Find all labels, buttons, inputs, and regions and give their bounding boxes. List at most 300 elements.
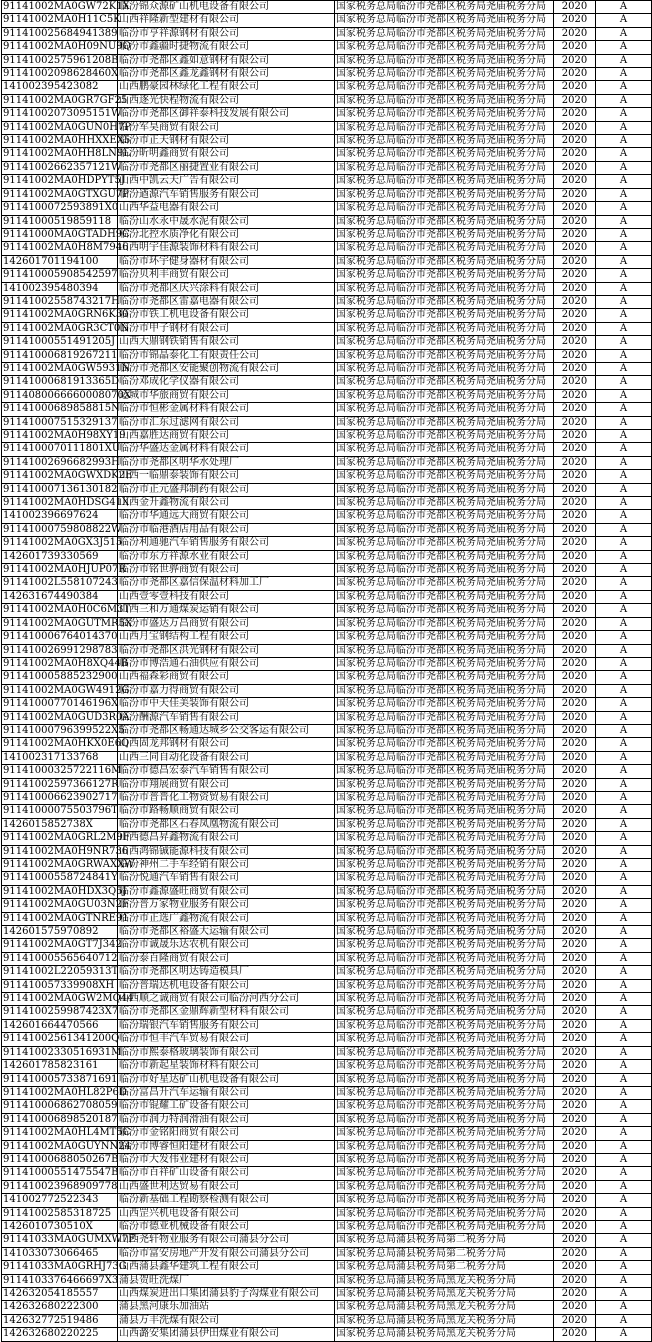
taxpayer-id-cell: 91141002MA0GRN6K30 [3,309,129,321]
tax-authority-cell: 国家税务总局临汾市尧都区税务局尧庙税务分局 [335,322,554,335]
taxpayer-id-cell: 91141002MA0GW2MQ44 [3,993,134,1005]
taxpayer-id-cell: 911410005733871691 [3,1073,118,1085]
year-cell: 2020 [554,926,596,939]
year-cell: 2020 [554,309,596,322]
credit-grade-cell: A [596,899,652,912]
year-cell: 2020 [554,54,596,67]
table-body [2,1,652,1342]
year-cell: 2020 [554,1060,596,1073]
taxpayer-id-cell: 91141002MA0H09NU9Q [3,41,131,53]
taxpayer-id-cell: 91141002MA0GTNRE91 [3,912,129,924]
tax-authority-cell: 国家税务总局蒲县税务局黑龙关税务分局 [335,1288,554,1301]
taxpayer-id-cell: 141002317133768 [2,751,118,764]
table-row [2,1100,652,1113]
credit-grade-cell: A [596,738,652,751]
taxpayer-id-cell: 91141002662357121W [3,161,122,173]
tax-authority-cell: 国家税务总局临汾市尧都区税务局尧庙税务分局 [335,295,554,308]
table-row [2,1234,652,1247]
tax-authority-cell: 国家税务总局临汾市尧都区税务局尧庙税务分局 [335,1194,554,1207]
credit-grade-cell: A [596,255,652,268]
table-row [2,497,652,510]
company-name-cell: 临汾市环宇健身器材有限公司 [118,255,335,268]
table-row [2,41,652,54]
table-row [2,1113,652,1126]
year-cell: 2020 [554,215,596,228]
tax-authority-cell: 国家税务总局临汾市尧都区税务局尧庙税务分局 [335,483,554,496]
credit-grade-cell: A [596,108,652,121]
year-cell: 2020 [554,657,596,670]
company-name-cell: 临汾市德昌宏泰汽车销售有限公司 [118,765,335,778]
credit-grade-cell: A [596,859,652,872]
year-cell: 2020 [554,671,596,684]
credit-grade-cell: A [596,1140,652,1153]
company-name-cell: 临汾市嘉力得商贸有限公司 [118,684,335,697]
year-cell: 2020 [554,859,596,872]
company-name-cell: 临汾市甲子钢材有限公司 [118,322,335,335]
credit-grade-cell: A [596,684,652,697]
taxpayer-id-cell: 91141002MA0HDPYT5J [3,175,125,187]
company-name-cell: 临汾邓成化学仪器有限公司 [118,376,335,389]
taxpayer-id-cell: 91141000MA0GTADH9C [3,228,130,240]
tax-authority-cell: 国家税务总局临汾市尧都区税务局尧庙税务分局 [335,751,554,764]
tax-authority-cell: 国家税务总局临汾市尧都区税务局尧庙税务分局 [335,1153,554,1166]
credit-grade-cell: A [596,885,652,898]
taxpayer-id-cell: 911410025684941389 [3,27,118,39]
taxpayer-id-cell: 911410005587248​41Y [3,872,118,884]
credit-grade-cell: A [596,282,652,295]
taxpayer-id-cell: 142632772519486 [2,1314,118,1327]
taxpayer-id-cell: 141002395423082 [2,81,118,94]
table-row [2,269,652,282]
table-row [2,1073,652,1086]
tax-authority-cell: 国家税务总局临汾市尧都区税务局尧庙税务分局 [335,1019,554,1032]
credit-grade-cell: A [596,148,652,161]
credit-grade-cell: A [596,202,652,215]
table-row [2,872,652,885]
year-cell: 2020 [554,1086,596,1099]
credit-grade-cell: A [596,1060,652,1073]
credit-grade-cell: A [596,1301,652,1314]
tax-authority-cell: 国家税务总局临汾市尧都区税务局尧庙税务分局 [335,818,554,831]
credit-grade-cell: A [596,215,652,228]
tax-authority-cell: 国家税务总局临汾市尧都区税务局尧庙税务分局 [335,443,554,456]
year-cell: 2020 [554,470,596,483]
taxpayer-id-cell: 91141002098628460X [3,68,119,80]
company-name-cell: 临汾市尧都区安能聚创物流有限公司 [118,362,335,375]
tax-authority-cell: 国家税务总局临汾市尧都区税务局尧庙税务分局 [335,952,554,965]
year-cell: 2020 [554,952,596,965]
company-name-cell: 临汾市尧都区雷嘉电器有限公司 [118,295,335,308]
tax-authority-cell: 国家税务总局临汾市尧都区税务局尧庙税务分局 [335,523,554,536]
taxpayer-id-cell: 91141002MA0HJUP07R [3,564,126,576]
credit-grade-cell: A [596,1314,652,1327]
year-cell: 2020 [554,1019,596,1032]
company-name-cell: 蒲县贺旺洗煤厂 [118,1274,335,1287]
tax-authority-cell: 国家税务总局临汾市尧都区税务局尧庙税务分局 [335,979,554,992]
year-cell: 2020 [554,979,596,992]
taxpayer-id-cell: 9114100257596120​8B [3,54,119,66]
year-cell: 2020 [554,121,596,134]
taxpayer-id-cell: 91141002MA0HH8LN9L [3,148,130,160]
credit-grade-cell: A [596,1274,652,1287]
credit-grade-cell: A [596,537,652,550]
table-row [2,148,652,161]
taxpayer-id-cell: 142601585273​8X [2,818,118,831]
table-row [2,443,652,456]
table-row [2,175,652,188]
company-name-cell: 临汾普瑞达机电设备有限公司 [118,979,335,992]
company-name-cell: 临汾市新起星装饰材料有限公司 [118,1060,335,1073]
table-row [2,631,652,644]
company-name-cell: 临汾富昌升汽车运输有限公司 [118,1086,335,1099]
tax-authority-cell: 国家税务总局临汾市尧都区税务局尧庙税务分局 [335,1140,554,1153]
taxpayer-id-cell: 91141002MA0GUTMR5X [3,617,133,629]
taxpayer-id-cell: 91141002MA0GT7J342 [3,939,122,951]
tax-authority-cell: 国家税务总局临汾市尧都区税务局尧庙税务分局 [335,926,554,939]
table-row [2,577,652,590]
company-name-cell: 临汾市尧都区金鼎辉新型材料有限公司 [118,1006,335,1019]
credit-grade-cell: A [596,389,652,402]
tax-authority-cell: 国家税务总局临汾市尧都区税务局尧庙税务分局 [335,1060,554,1073]
company-name-cell: 临汾市鑫源盛旺商贸有限公司 [118,885,335,898]
year-cell: 2020 [554,483,596,496]
table-row [2,470,652,483]
table-row [2,711,652,724]
tax-authority-cell: 国家税务总局临汾市尧都区税务局尧庙税务分局 [335,845,554,858]
company-name-cell: 临汾市润力特润滑油有限公司 [118,1113,335,1126]
tax-authority-cell: 国家税务总局临汾市尧都区税务局尧庙税务分局 [335,94,554,107]
table-row [2,657,652,670]
company-name-cell: 临汾市铭世骅商贸有限公司 [118,564,335,577]
credit-grade-cell: A [596,269,652,282]
year-cell: 2020 [554,631,596,644]
credit-grade-cell: A [596,336,652,349]
company-name-cell: 山西壹零壹科技有限公司 [118,590,335,603]
table-row [2,161,652,174]
tax-authority-cell: 国家税务总局临汾市尧都区税务局尧庙税务分局 [335,966,554,979]
taxpayer-id-cell: 91140800666600080​70X [3,389,132,401]
taxpayer-id-cell: 91141002597366127R [3,778,119,790]
company-name-cell: 山西三和万通煤炭运销有限公司 [118,604,335,617]
taxpayer-id-cell: 91141002MA0H0C6M3T [3,604,131,616]
tax-authority-cell: 国家税务总局临汾市尧都区税务局尧庙税务分局 [335,403,554,416]
tax-authority-cell: 国家税务总局临汾市尧都区税务局尧庙税务分局 [335,188,554,201]
year-cell: 2020 [554,711,596,724]
table-row [2,1274,652,1287]
year-cell: 2020 [554,1033,596,1046]
credit-grade-cell: A [596,416,652,429]
tax-authority-cell: 国家税务总局临汾市尧都区税务局尧庙税务分局 [335,349,554,362]
company-name-cell: 山西明宇佳源装饰材料有限公司 [118,242,335,255]
taxpayer-id-cell: 911410007515329137 [3,416,118,428]
year-cell: 2020 [554,1194,596,1207]
year-cell: 2020 [554,818,596,831]
table-row [2,885,652,898]
table-row [2,952,652,965]
table-row [2,1207,652,1220]
taxpayer-id-cell: 911410006898520187 [3,1113,118,1125]
taxpayer-id-cell: 91141000713613​0182 [3,483,118,495]
table-row [2,523,652,536]
credit-grade-cell: A [596,564,652,577]
year-cell: 2020 [554,295,596,308]
tax-authority-cell: 国家税务总局临汾市尧都区税务局尧庙税务分局 [335,872,554,885]
tax-authority-cell: 国家税务总局临汾市尧都区税务局尧庙税务分局 [335,416,554,429]
credit-grade-cell: A [596,751,652,764]
company-name-cell: 蒲县黑河康乐加油站 [118,1301,335,1314]
year-cell: 2020 [554,1220,596,1233]
taxpayer-id-cell: 91141002MA0H8XQ44B [3,657,129,669]
tax-authority-cell: 国家税务总局临汾市尧都区税务局尧庙税务分局 [335,711,554,724]
table-row [2,202,652,215]
tax-authority-cell: 国家税务总局临汾市尧都区税务局尧庙税务分局 [335,939,554,952]
company-name-cell: 临汾市尧都区石春凤凰物流有限公司 [118,818,335,831]
table-row [2,912,652,925]
company-name-cell: 山西盛世利达贸易有限公司 [118,1180,335,1193]
taxpayer-id-cell: 91141002MA0GRWAXXW [3,859,135,870]
year-cell: 2020 [554,242,596,255]
credit-grade-cell: A [596,1207,652,1220]
table-row [2,805,652,818]
tax-authority-cell: 国家税务总局临汾市尧都区税务局尧庙税务分局 [335,765,554,778]
year-cell: 2020 [554,376,596,389]
taxpayer-id-cell: 141002772522343 [2,1194,118,1207]
credit-grade-cell: A [596,523,652,536]
company-name-cell: 临汾市中天佳美装饰有限公司 [118,698,335,711]
tax-authority-cell: 国家税务总局临汾市尧都区税务局尧庙税务分局 [335,1113,554,1126]
table-row [2,456,652,469]
company-name-cell: 临汾市正元盛邦制药有限公司 [118,483,335,496]
table-row [2,832,652,845]
taxpayer-id-cell: 91141000725938​91X0 [3,202,119,214]
taxpayer-id-cell: 91141000796399522X5 [3,724,125,736]
company-name-cell: 临汾市正选广鑫物流有限公司 [118,912,335,925]
credit-grade-cell: A [596,443,652,456]
credit-grade-cell: A [596,577,652,590]
tax-authority-cell: 国家税务总局蒲县税务局黑龙关税务分局 [335,1314,554,1327]
table-row [2,939,652,952]
credit-grade-cell: A [596,483,652,496]
tax-authority-cell: 国家税务总局临汾市尧都区税务局尧庙税务分局 [335,41,554,54]
tax-authority-cell: 国家税务总局临汾市尧都区税务局尧庙税务分局 [335,577,554,590]
taxpayer-id-cell: 911410007598088​22W [3,523,122,535]
tax-authority-cell: 国家税务总局临汾市尧都区税务局尧庙税务分局 [335,778,554,791]
tax-authority-cell: 国家税务总局临汾市尧都区税务局尧庙税务分局 [335,698,554,711]
table-row [2,430,652,443]
tax-authority-cell: 国家税务总局临汾市尧都区税务局尧庙税务分局 [335,1006,554,1019]
taxpayer-id-cell: 141033073066465 [2,1247,118,1260]
company-name-cell: 临汾市尧都区畅通达城乡公交客运有限公司 [118,724,335,737]
taxpayer-id-cell: 911410006819133​65D [3,376,120,388]
credit-grade-cell: A [596,1019,652,1032]
credit-grade-cell: A [596,550,652,563]
table-row [2,1247,652,1260]
company-name-cell: 临汾神州二手车经销有限公司 [118,859,335,872]
company-name-cell: 临汾市恒丰汽车贸易有限公司 [118,1033,335,1046]
taxpayer-id-cell: 91141002MA0GR7GF25 [3,94,128,106]
year-cell: 2020 [554,993,596,1006]
tax-authority-cell: 国家税务总局临汾市尧都区税务局尧庙税务分局 [335,135,554,148]
company-name-cell: 山西大鼎钢铁销售有限公司 [118,336,335,349]
taxpayer-id-cell: 91141002MA0GUD3R0A [3,711,130,723]
credit-grade-cell: A [596,617,652,630]
table-row [2,564,652,577]
company-name-cell: 临汾市尧都区明达铸造模具厂 [118,966,335,979]
company-name-cell: 临汾市正天钢材有限公司 [118,135,335,148]
company-name-cell: 临汾市盛达万昌商贸有限公司 [118,617,335,630]
company-name-cell: 山西一临鼎泰装饰有限公司 [118,470,335,483]
tax-authority-cell: 国家税务总局临汾市尧都区税务局尧庙税务分局 [335,684,554,697]
year-cell: 2020 [554,1113,596,1126]
company-name-cell: 山西月宝钢结构工程有限公司 [118,631,335,644]
table-row [2,349,652,362]
table-row [2,14,652,27]
year-cell: 2020 [554,1140,596,1153]
tax-authority-cell: 国家税务总局临汾市尧都区税务局尧庙税务分局 [335,470,554,483]
taxpayer-id-cell: 142601575970892 [2,926,118,939]
table-row [2,899,652,912]
company-name-cell: 临汾悦通汽车销售有限公司 [118,872,335,885]
year-cell: 2020 [554,550,596,563]
tax-authority-cell: 国家税务总局临汾市尧都区税务局尧庙税务分局 [335,1033,554,1046]
taxpayer-id-cell: 911410023968909778 [3,1180,118,1192]
table-row [2,1314,652,1327]
table-row [2,993,652,1006]
taxpayer-id-cell: 911410057339908XH [2,979,118,992]
credit-grade-cell: A [596,845,652,858]
year-cell: 2020 [554,389,596,402]
company-name-cell: 临汾利通驰汽车销售服务有限公司 [118,537,335,550]
taxpayer-id-cell: 142601664470566 [2,1019,118,1032]
tax-authority-cell: 国家税务总局蒲县税务局黑龙关税务分局 [335,1328,554,1341]
credit-grade-cell: A [596,818,652,831]
credit-grade-cell: A [596,644,652,657]
company-name-cell: 临汾市铁工机电设备有限公司 [118,309,335,322]
company-name-cell: 临汾市恒彬金属材料有限公司 [118,403,335,416]
table-row [2,1046,652,1059]
taxpayer-id-cell: 911410005198591​18 [2,215,118,228]
year-cell: 2020 [554,778,596,791]
year-cell: 2020 [554,228,596,241]
table-row [2,81,652,94]
table-row [2,751,652,764]
tax-authority-cell: 国家税务总局临汾市尧都区税务局尧庙税务分局 [335,108,554,121]
year-cell: 2020 [554,403,596,416]
credit-grade-cell: A [596,121,652,134]
table-row [2,94,652,107]
tax-authority-cell: 国家税务总局临汾市尧都区税务局尧庙税务分局 [335,671,554,684]
company-name-cell: 临汾市博浩通石油供应有限公司 [118,657,335,670]
table-row [2,671,652,684]
tax-authority-cell: 国家税务总局临汾市尧都区税务局尧庙税务分局 [335,376,554,389]
year-cell: 2020 [554,1167,596,1180]
table-row [2,121,652,134]
year-cell: 2020 [554,135,596,148]
table-row [2,228,652,241]
tax-authority-cell: 国家税务总局临汾市尧都区税务局尧庙税务分局 [335,1180,554,1193]
year-cell: 2020 [554,510,596,523]
company-name-cell: 山西鹏豪园林绿化工程有限公司 [118,81,335,94]
table-row [2,27,652,40]
company-name-cell: 山西顺之诚商贸有限公司临汾河西分公司 [118,993,335,1006]
company-name-cell: 临汾市路畅顺商贸有限公司 [118,805,335,818]
tax-authority-cell: 国家税务总局临汾市尧都区税务局尧庙税务分局 [335,1086,554,1099]
tax-authority-cell: 国家税务总局临汾市尧都区税务局尧庙税务分局 [335,336,554,349]
year-cell: 2020 [554,1006,596,1019]
credit-grade-cell: A [596,242,652,255]
taxpayer-id-cell: 141002396697624 [2,510,118,523]
year-cell: 2020 [554,644,596,657]
tax-authority-cell: 国家税务总局临汾市尧都区税务局尧庙税务分局 [335,1220,554,1233]
taxpayer-id-cell: 91141002MA0GW72K1X [3,1,130,12]
tax-authority-cell: 国家税务总局蒲县税务局第二税务分局 [335,1247,554,1260]
year-cell: 2020 [554,148,596,161]
table-row [2,1261,652,1274]
taxpayer-id-cell: 91141002MA0GR3CT0N [3,322,130,334]
taxpayer-id-cell: 91141002MA0HL82P6D [3,1086,127,1098]
tax-authority-cell: 国家税务总局临汾市尧都区税务局尧庙税务分局 [335,215,554,228]
year-cell: 2020 [554,966,596,979]
tax-authority-cell: 国家税务总局临汾市尧都区税务局尧庙税务分局 [335,242,554,255]
company-name-cell: 临汾市富安房地产开发有限公司蒲县分公司 [118,1247,335,1260]
company-name-cell: 临汾市翔展商贸有限公司 [118,778,335,791]
credit-grade-cell: A [596,1046,652,1059]
taxpayer-id-cell: 91141002MA0HL4MT5C [3,1127,131,1139]
company-name-cell: 临汾市汇东过滤网有限公司 [118,416,335,429]
credit-grade-cell: A [596,295,652,308]
company-name-cell: 山西煤炭进出口集团蒲县豹子沟煤业有限公司 [118,1288,335,1301]
taxpayer-id-cell: 91141002MA0GUYNN24 [3,1140,131,1152]
taxpayer-id-cell: 141002395480394 [2,282,118,295]
credit-grade-cell: A [596,27,652,40]
table-row [2,376,652,389]
year-cell: 2020 [554,899,596,912]
credit-grade-cell: A [596,1167,652,1180]
tax-authority-cell: 国家税务总局临汾市尧都区税务局尧庙税务分局 [335,175,554,188]
year-cell: 2020 [554,1247,596,1260]
taxpayer-id-cell: 91141002558743217H [3,295,120,307]
taxpayer-id-cell: 911410023305169​31M [3,1046,122,1058]
taxpayer-id-cell: 91141002585318725 [2,1207,118,1220]
credit-grade-cell: A [596,510,652,523]
year-cell: 2020 [554,590,596,603]
credit-grade-cell: A [596,979,652,992]
company-name-cell: 临汾酬源汽车销售有限公司 [118,711,335,724]
table-row [2,510,652,523]
credit-grade-cell: A [596,403,652,416]
table-row [2,362,652,375]
year-cell: 2020 [554,698,596,711]
credit-grade-cell: A [596,1180,652,1193]
tax-authority-cell: 国家税务总局蒲县税务局第二税务分局 [335,1234,554,1247]
year-cell: 2020 [554,912,596,925]
tax-authority-cell: 国家税务总局临汾市尧都区税务局尧庙税务分局 [335,738,554,751]
taxpayer-id-cell: 142632680222300 [2,1301,118,1314]
year-cell: 2020 [554,845,596,858]
credit-grade-cell: A [596,1086,652,1099]
company-name-cell: 临汾市普晋化工物资贸易有限公司 [118,791,335,804]
credit-grade-cell: A [596,1153,652,1166]
table-row [2,215,652,228]
table-row [2,1019,652,1032]
year-cell: 2020 [554,68,596,81]
company-name-cell: 临汾遒源汽车销售服务有限公司 [118,188,335,201]
table-row [2,765,652,778]
company-name-cell: 临汾华盛达金属材料有限公司 [118,443,335,456]
taxpayer-id-cell: 91141033MA0GRHJ73G [3,1261,127,1273]
credit-grade-cell: A [596,1234,652,1247]
year-cell: 2020 [554,362,596,375]
